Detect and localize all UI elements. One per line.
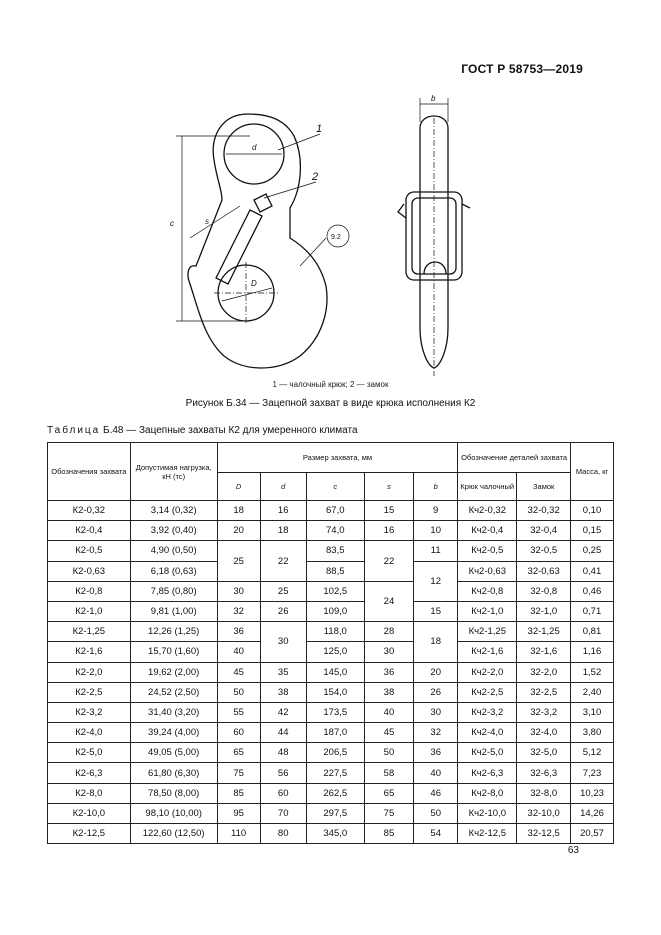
cell-lock: 32-0,8 bbox=[517, 581, 571, 601]
cell-d: 18 bbox=[260, 521, 306, 541]
cell-b: 10 bbox=[414, 521, 458, 541]
cell-load: 98,10 (10,00) bbox=[130, 803, 217, 823]
cell-mass: 1,52 bbox=[571, 662, 614, 682]
table-caption-text: Б.48 — Зацепные захваты К2 для умеренного климата bbox=[103, 425, 358, 436]
cell-c: 297,5 bbox=[306, 803, 364, 823]
cell-mass: 14,26 bbox=[571, 803, 614, 823]
figure-legend: 1 — чалочный крюк; 2 — замок bbox=[272, 380, 389, 389]
cell-D: 36 bbox=[217, 622, 260, 642]
cell-d: 56 bbox=[260, 763, 306, 783]
cell-D: 25 bbox=[217, 541, 260, 581]
cell-name: К2-2,5 bbox=[48, 682, 131, 702]
cell-hook: Кч2-0,8 bbox=[458, 581, 517, 601]
label-b: b bbox=[431, 94, 436, 103]
cell-mass: 5,12 bbox=[571, 743, 614, 763]
cell-d: 26 bbox=[260, 601, 306, 621]
cell-name: К2-12,5 bbox=[48, 824, 131, 844]
cell-mass: 0,71 bbox=[571, 601, 614, 621]
cell-c: 83,5 bbox=[306, 541, 364, 561]
cell-d: 16 bbox=[260, 501, 306, 521]
label-part1: 1 bbox=[316, 123, 323, 135]
cell-load: 24,52 (2,50) bbox=[130, 682, 217, 702]
cell-c: 187,0 bbox=[306, 723, 364, 743]
cell-c: 206,5 bbox=[306, 743, 364, 763]
cell-c: 173,5 bbox=[306, 702, 364, 722]
cell-mass: 0,41 bbox=[571, 561, 614, 581]
table-row bbox=[48, 783, 614, 803]
cell-lock: 32-0,63 bbox=[517, 561, 571, 581]
cell-mass: 0,10 bbox=[571, 501, 614, 521]
table-row bbox=[48, 702, 614, 722]
cell-lock: 32-0,5 bbox=[517, 541, 571, 561]
cell-c: 262,5 bbox=[306, 783, 364, 803]
cell-name: К2-1,25 bbox=[48, 622, 131, 642]
cell-name: К2-1,0 bbox=[48, 601, 131, 621]
cell-d: 30 bbox=[260, 622, 306, 662]
cell-b: 54 bbox=[414, 824, 458, 844]
header-lock: Замок bbox=[517, 473, 571, 501]
cell-load: 122,60 (12,50) bbox=[130, 824, 217, 844]
hook-body-outline bbox=[188, 114, 327, 368]
cell-D: 55 bbox=[217, 702, 260, 722]
cell-name: К2-0,63 bbox=[48, 561, 131, 581]
cell-name: К2-2,0 bbox=[48, 662, 131, 682]
cell-lock: 32-10,0 bbox=[517, 803, 571, 823]
cell-c: 67,0 bbox=[306, 501, 364, 521]
cell-name: К2-0,4 bbox=[48, 521, 131, 541]
cell-hook: Кч2-4,0 bbox=[458, 723, 517, 743]
cell-s: 16 bbox=[364, 521, 413, 541]
hooks-table bbox=[47, 442, 614, 844]
cell-load: 4,90 (0,50) bbox=[130, 541, 217, 561]
cell-c: 345,0 bbox=[306, 824, 364, 844]
cell-name: К2-0,8 bbox=[48, 581, 131, 601]
cell-lock: 32-1,6 bbox=[517, 642, 571, 662]
cell-hook: Кч2-5,0 bbox=[458, 743, 517, 763]
table-row bbox=[48, 824, 614, 844]
label-mark: 9.2 bbox=[331, 234, 341, 241]
cell-name: К2-3,2 bbox=[48, 702, 131, 722]
standard-number: ГОСТ Р 58753—2019 bbox=[461, 62, 583, 76]
cell-hook: Кч2-0,5 bbox=[458, 541, 517, 561]
header-size: Размер захвата, мм bbox=[217, 443, 458, 473]
cell-hook: Кч2-1,6 bbox=[458, 642, 517, 662]
cell-D: 110 bbox=[217, 824, 260, 844]
header-parts: Обозначение деталей захвата bbox=[458, 443, 571, 473]
cell-D: 75 bbox=[217, 763, 260, 783]
cell-b: 30 bbox=[414, 702, 458, 722]
cell-mass: 0,25 bbox=[571, 541, 614, 561]
cell-c: 109,0 bbox=[306, 601, 364, 621]
cell-lock: 32-2,0 bbox=[517, 662, 571, 682]
cell-c: 125,0 bbox=[306, 642, 364, 662]
hook-drawing bbox=[0, 88, 661, 393]
cell-name: К2-4,0 bbox=[48, 723, 131, 743]
cell-hook: Кч2-0,63 bbox=[458, 561, 517, 581]
cell-load: 6,18 (0,63) bbox=[130, 561, 217, 581]
cell-c: 145,0 bbox=[306, 662, 364, 682]
cell-b: 26 bbox=[414, 682, 458, 702]
cell-D: 60 bbox=[217, 723, 260, 743]
cell-hook: Кч2-0,4 bbox=[458, 521, 517, 541]
cell-d: 60 bbox=[260, 783, 306, 803]
cell-load: 78,50 (8,00) bbox=[130, 783, 217, 803]
cell-s: 24 bbox=[364, 581, 413, 621]
cell-s: 75 bbox=[364, 803, 413, 823]
cell-name: К2-8,0 bbox=[48, 783, 131, 803]
cell-c: 118,0 bbox=[306, 622, 364, 642]
label-c: c bbox=[170, 219, 174, 228]
cell-mass: 20,57 bbox=[571, 824, 614, 844]
cell-hook: Кч2-10,0 bbox=[458, 803, 517, 823]
cell-d: 48 bbox=[260, 743, 306, 763]
cell-c: 74,0 bbox=[306, 521, 364, 541]
table-row bbox=[48, 541, 614, 561]
cell-D: 32 bbox=[217, 601, 260, 621]
cell-b: 40 bbox=[414, 763, 458, 783]
cell-d: 22 bbox=[260, 541, 306, 581]
cell-load: 49,05 (5,00) bbox=[130, 743, 217, 763]
cell-lock: 32-3,2 bbox=[517, 702, 571, 722]
cell-lock: 32-1,25 bbox=[517, 622, 571, 642]
cell-mass: 3,80 bbox=[571, 723, 614, 743]
cell-mass: 0,46 bbox=[571, 581, 614, 601]
table-row bbox=[48, 642, 614, 662]
table-row bbox=[48, 723, 614, 743]
cell-D: 40 bbox=[217, 642, 260, 662]
cell-name: К2-1,6 bbox=[48, 642, 131, 662]
cell-s: 15 bbox=[364, 501, 413, 521]
header-s: s bbox=[364, 473, 413, 501]
cell-name: К2-10,0 bbox=[48, 803, 131, 823]
cell-hook: Кч2-8,0 bbox=[458, 783, 517, 803]
table-row bbox=[48, 601, 614, 621]
cell-D: 65 bbox=[217, 743, 260, 763]
cell-s: 40 bbox=[364, 702, 413, 722]
cell-mass: 2,40 bbox=[571, 682, 614, 702]
cell-mass: 3,10 bbox=[571, 702, 614, 722]
cell-load: 19,62 (2,00) bbox=[130, 662, 217, 682]
cell-s: 30 bbox=[364, 642, 413, 662]
table-row bbox=[48, 803, 614, 823]
cell-d: 35 bbox=[260, 662, 306, 682]
cell-mass: 1,16 bbox=[571, 642, 614, 662]
table-row bbox=[48, 521, 614, 541]
table-row bbox=[48, 561, 614, 581]
cell-d: 38 bbox=[260, 682, 306, 702]
header-c: c bbox=[306, 473, 364, 501]
cell-s: 65 bbox=[364, 783, 413, 803]
cell-b: 36 bbox=[414, 743, 458, 763]
cell-b: 18 bbox=[414, 622, 458, 662]
cell-D: 95 bbox=[217, 803, 260, 823]
cell-name: К2-6,3 bbox=[48, 763, 131, 783]
cell-hook: Кч2-6,3 bbox=[458, 763, 517, 783]
cell-b: 32 bbox=[414, 723, 458, 743]
cell-mass: 10,23 bbox=[571, 783, 614, 803]
page-number: 63 bbox=[567, 845, 579, 856]
cell-load: 61,80 (6,30) bbox=[130, 763, 217, 783]
cell-lock: 32-4,0 bbox=[517, 723, 571, 743]
header-load: Допустимая нагрузка, кН (тс) bbox=[130, 443, 217, 501]
cell-lock: 32-0,32 bbox=[517, 501, 571, 521]
cell-name: К2-0,5 bbox=[48, 541, 131, 561]
table-row bbox=[48, 501, 614, 521]
cell-D: 50 bbox=[217, 682, 260, 702]
cell-lock: 32-5,0 bbox=[517, 743, 571, 763]
figure-caption: Рисунок Б.34 — Зацепной захват в виде крюка исполнения К2 bbox=[185, 398, 476, 409]
cell-c: 88,5 bbox=[306, 561, 364, 581]
cell-D: 18 bbox=[217, 501, 260, 521]
cell-lock: 32-12,5 bbox=[517, 824, 571, 844]
cell-load: 31,40 (3,20) bbox=[130, 702, 217, 722]
cell-b: 9 bbox=[414, 501, 458, 521]
cell-hook: Кч2-2,0 bbox=[458, 662, 517, 682]
table-row bbox=[48, 581, 614, 601]
cell-d: 80 bbox=[260, 824, 306, 844]
cell-load: 7,85 (0,80) bbox=[130, 581, 217, 601]
cell-lock: 32-2,5 bbox=[517, 682, 571, 702]
cell-s: 38 bbox=[364, 682, 413, 702]
header-designation: Обозначения захвата bbox=[48, 443, 131, 501]
label-s: s bbox=[205, 217, 209, 226]
cell-mass: 0,15 bbox=[571, 521, 614, 541]
header-b: b bbox=[414, 473, 458, 501]
cell-b: 15 bbox=[414, 601, 458, 621]
cell-b: 46 bbox=[414, 783, 458, 803]
label-part2: 2 bbox=[312, 171, 319, 183]
cell-load: 9,81 (1,00) bbox=[130, 601, 217, 621]
cell-lock: 32-1,0 bbox=[517, 601, 571, 621]
cell-load: 15,70 (1,60) bbox=[130, 642, 217, 662]
latch-outline bbox=[216, 210, 262, 284]
table-row bbox=[48, 743, 614, 763]
cell-b: 20 bbox=[414, 662, 458, 682]
header-hook: Крюк чалочный bbox=[458, 473, 517, 501]
cell-b: 50 bbox=[414, 803, 458, 823]
cell-mass: 0,81 bbox=[571, 622, 614, 642]
cell-d: 25 bbox=[260, 581, 306, 601]
cell-hook: Кч2-1,25 bbox=[458, 622, 517, 642]
label-D: D bbox=[251, 279, 257, 288]
table-row bbox=[48, 622, 614, 642]
table-caption bbox=[47, 425, 358, 436]
cell-c: 227,5 bbox=[306, 763, 364, 783]
cell-D: 30 bbox=[217, 581, 260, 601]
header-D: D bbox=[217, 473, 260, 501]
cell-mass: 7,23 bbox=[571, 763, 614, 783]
cell-b: 11 bbox=[414, 541, 458, 561]
cell-load: 39,24 (4,00) bbox=[130, 723, 217, 743]
table-row bbox=[48, 763, 614, 783]
cell-D: 45 bbox=[217, 662, 260, 682]
cell-s: 58 bbox=[364, 763, 413, 783]
cell-lock: 32-8,0 bbox=[517, 783, 571, 803]
table-row bbox=[48, 662, 614, 682]
table-row bbox=[48, 682, 614, 702]
cell-b: 12 bbox=[414, 561, 458, 601]
cell-s: 28 bbox=[364, 622, 413, 642]
cell-s: 36 bbox=[364, 662, 413, 682]
cell-hook: Кч2-1,0 bbox=[458, 601, 517, 621]
cell-d: 44 bbox=[260, 723, 306, 743]
cell-s: 50 bbox=[364, 743, 413, 763]
cell-D: 85 bbox=[217, 783, 260, 803]
cell-s: 22 bbox=[364, 541, 413, 581]
cell-d: 70 bbox=[260, 803, 306, 823]
header-d: d bbox=[260, 473, 306, 501]
cell-lock: 32-0,4 bbox=[517, 521, 571, 541]
cell-c: 154,0 bbox=[306, 682, 364, 702]
cell-d: 42 bbox=[260, 702, 306, 722]
cell-load: 3,14 (0,32) bbox=[130, 501, 217, 521]
cell-name: К2-0,32 bbox=[48, 501, 131, 521]
cell-c: 102,5 bbox=[306, 581, 364, 601]
label-d: d bbox=[252, 143, 257, 152]
cell-lock: 32-6,3 bbox=[517, 763, 571, 783]
cell-hook: Кч2-2,5 bbox=[458, 682, 517, 702]
cell-hook: Кч2-0,32 bbox=[458, 501, 517, 521]
cell-load: 12,26 (1,25) bbox=[130, 622, 217, 642]
cell-s: 45 bbox=[364, 723, 413, 743]
cell-D: 20 bbox=[217, 521, 260, 541]
cell-hook: Кч2-12,5 bbox=[458, 824, 517, 844]
table-caption-prefix: Таблица bbox=[47, 425, 101, 436]
cell-s: 85 bbox=[364, 824, 413, 844]
cell-load: 3,92 (0,40) bbox=[130, 521, 217, 541]
header-mass: Масса, кг bbox=[571, 443, 614, 501]
cell-name: К2-5,0 bbox=[48, 743, 131, 763]
cell-hook: Кч2-3,2 bbox=[458, 702, 517, 722]
